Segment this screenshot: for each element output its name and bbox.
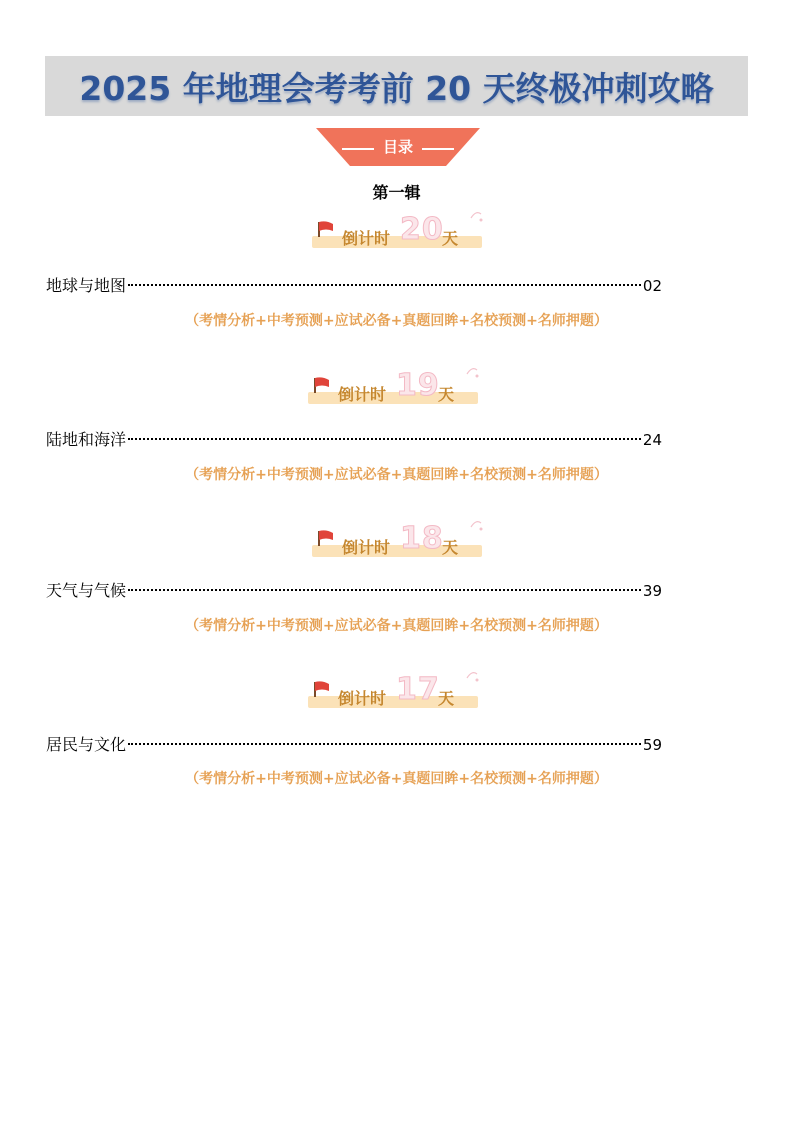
countdown-suffix: 天 [442, 229, 459, 248]
section-subtitle: （考情分析+中考预测+应试必备+真题回眸+名校预测+名师押题） [185, 467, 608, 483]
toc-entry[interactable] [46, 273, 662, 295]
toc-entry[interactable] [46, 578, 662, 600]
countdown-suffix: 天 [442, 538, 459, 557]
countdown-suffix: 天 [438, 689, 455, 708]
toc-ribbon [316, 128, 480, 166]
sparkle-icon [468, 208, 484, 224]
toc-page-number: 59 [642, 736, 662, 754]
section-subtitle: （考情分析+中考预测+应试必备+真题回眸+名校预测+名师押题） [185, 618, 608, 634]
title-banner [45, 56, 748, 116]
toc-leader-dots [128, 743, 641, 745]
toc-entry[interactable] [46, 732, 662, 754]
countdown-badge [312, 214, 482, 250]
countdown-suffix: 天 [438, 385, 455, 404]
toc-entry[interactable] [46, 427, 662, 449]
toc-entry-name: 居民与文化 [46, 735, 127, 754]
countdown-badge [308, 370, 478, 406]
toc-label: 目录 [382, 138, 413, 156]
toc-page-number: 02 [642, 277, 662, 295]
toc-page-number: 24 [642, 431, 662, 449]
flag-icon [312, 376, 332, 394]
countdown-number: 19 [396, 368, 440, 403]
toc-leader-dots [128, 589, 641, 591]
toc-leader-dots [128, 438, 641, 440]
countdown-number: 20 [400, 212, 444, 247]
section-subtitle: （考情分析+中考预测+应试必备+真题回眸+名校预测+名师押题） [185, 313, 608, 329]
section-subtitle: （考情分析+中考预测+应试必备+真题回眸+名校预测+名师押题） [185, 771, 608, 787]
countdown-number: 18 [400, 521, 444, 556]
toc-entry-name: 地球与地图 [46, 276, 127, 295]
sparkle-icon [468, 517, 484, 533]
flag-icon [316, 220, 336, 238]
sparkle-icon [464, 364, 480, 380]
volume-title: 第一辑 [372, 183, 421, 202]
countdown-prefix: 倒计时 [342, 538, 391, 557]
toc-entry-name: 陆地和海洋 [46, 430, 127, 449]
countdown-prefix: 倒计时 [338, 385, 387, 404]
countdown-badge [308, 674, 478, 710]
countdown-badge [312, 523, 482, 559]
countdown-number: 17 [396, 672, 440, 707]
document-title: 2025 年地理会考考前 20 天终极冲刺攻略 [79, 68, 714, 108]
toc-entry-name: 天气与气候 [46, 581, 127, 600]
toc-leader-dots [128, 284, 641, 286]
sparkle-icon [464, 668, 480, 684]
flag-icon [316, 529, 336, 547]
countdown-prefix: 倒计时 [342, 229, 391, 248]
toc-page-number: 39 [642, 582, 662, 600]
flag-icon [312, 680, 332, 698]
countdown-prefix: 倒计时 [338, 689, 387, 708]
